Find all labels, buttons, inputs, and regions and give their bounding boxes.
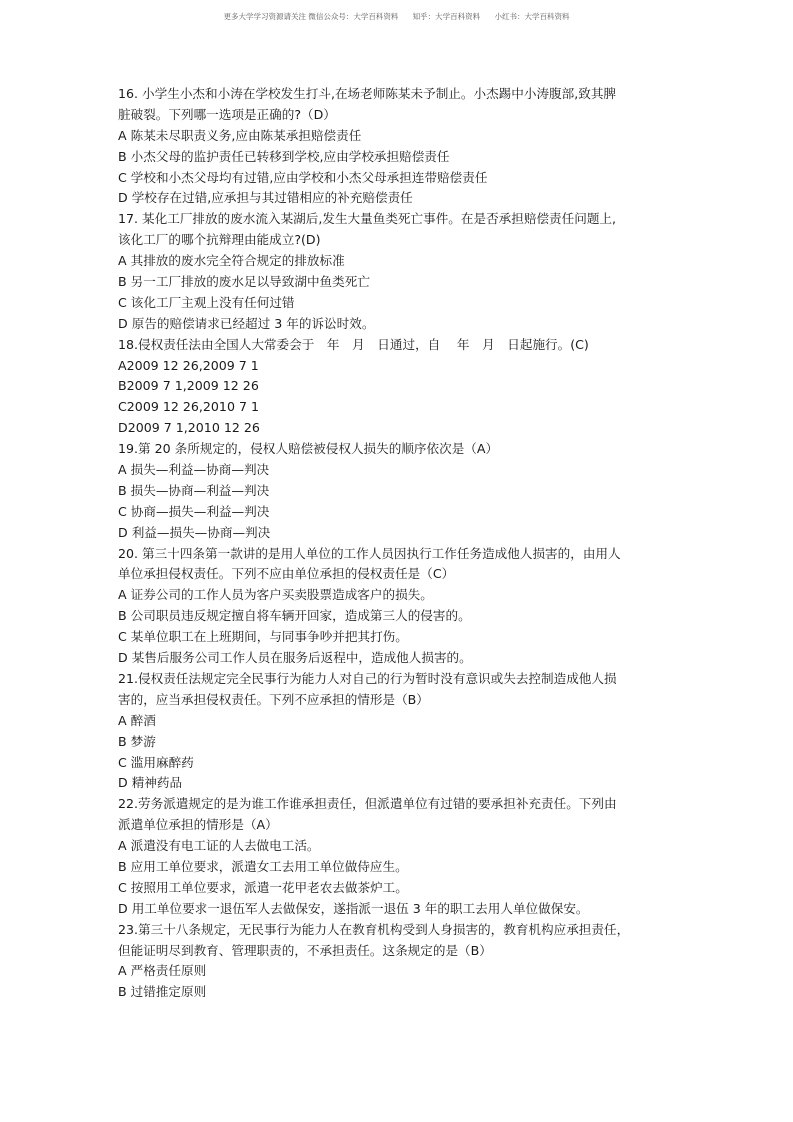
text-line: A2009 12 26,2009 7 1	[118, 357, 259, 373]
text-line: C 该化工厂主观上没有任何过错	[118, 294, 295, 310]
text-line: C2009 12 26,2010 7 1	[118, 399, 259, 415]
text-line: 该化工厂的哪个抗辩理由能成立?(D)	[118, 232, 321, 248]
text-line: 派遣单位承担的情形是（A）	[118, 817, 278, 833]
text-line: 单位承担侵权责任。下列不应由单位承担的侵权责任是（C）	[118, 566, 455, 582]
text-line: D 利益—损失—协商—判决	[118, 524, 271, 540]
text-line: B 另一工厂排放的废水足以导致湖中鱼类死亡	[118, 274, 370, 290]
text-line: 但能证明尽到教育、管理职责的，不承担责任。这条规定的是（B）	[118, 942, 492, 958]
page-header-note: 更多大学学习资源请关注 微信公众号：大学百科资料 知乎：大学百科资料 小红书：大学百科资料	[223, 12, 570, 21]
text-line: C 某单位职工在上班期间，与同事争吵并把其打伤。	[118, 629, 408, 645]
text-line: A 严格责任原则	[118, 963, 207, 979]
text-line: B 应用工单位要求，派遣女工去用工单位做侍应生。	[118, 858, 408, 874]
text-line: A 其排放的废水完全符合规定的排放标准	[118, 253, 345, 269]
text-line: C 协商—损失—利益—判决	[118, 503, 270, 519]
text-line: A 醉酒	[118, 712, 156, 728]
text-line: D 学校存在过错,应承担与其过错相应的补充赔偿责任	[118, 190, 413, 206]
text-line: 17. 某化工厂排放的废水流入某湖后,发生大量鱼类死亡事件。在是否承担赔偿责任问题上,	[118, 211, 617, 227]
text-line: 22.劳务派遣规定的是为谁工作谁承担责任，但派遣单位有过错的要承担补充责任。下列由	[118, 796, 617, 812]
text-line: 脏破裂。下列哪一选项是正确的?（D）	[118, 106, 336, 122]
text-line: A 陈某未尽职责义务,应由陈某承担赔偿责任	[118, 127, 362, 143]
text-line: A 派遣没有电工证的人去做电工活。	[118, 838, 320, 854]
text-line: 16. 小学生小杰和小涛在学校发生打斗,在场老师陈某未予制止。小杰踢中小涛腹部,致其脾	[118, 86, 617, 101]
text-line: A 损失—利益—协商—判决	[118, 462, 270, 478]
text-line: 害的，应当承担侵权责任。下列不应承担的情形是（B）	[118, 691, 429, 707]
text-line: 18.侵权责任法由全国人大常委会于 年 月 日通过，自 年 月 日起施行。(C)	[118, 336, 589, 352]
text-line: C 滥用麻醉药	[118, 754, 194, 770]
question-list	[118, 84, 678, 1003]
text-line: 19.第 20 条所规定的，侵权人赔偿被侵权人损失的顺序依次是（A）	[118, 441, 499, 457]
text-line: B 小杰父母的监护责任已转移到学校,应由学校承担赔偿责任	[118, 148, 450, 164]
text-line: D2009 7 1,2010 12 26	[118, 420, 260, 436]
text-line: B 公司职员违反规定擅自将车辆开回家，造成第三人的侵害的。	[118, 608, 471, 624]
text-line: C 按照用工单位要求，派遣一花甲老农去做茶炉工。	[118, 879, 408, 895]
text-line: 21.侵权责任法规定完全民事行为能力人对自己的行为暂时没有意识或失去控制造成他人损	[118, 670, 617, 686]
text-line: B 梦游	[118, 733, 156, 749]
text-line: C 学校和小杰父母均有过错,应由学校和小杰父母承担连带赔偿责任	[118, 169, 488, 185]
text-line: B 损失—协商—利益—判决	[118, 482, 270, 498]
text-line: A 证券公司的工作人员为客户买卖股票造成客户的损失。	[118, 587, 433, 603]
text-line: D 精神药品	[118, 775, 183, 791]
text-line: D 原告的赔偿请求已经超过 3 年的诉讼时效。	[118, 315, 375, 331]
text-line: D 某售后服务公司工作人员在服务后返程中，造成他人损害的。	[118, 650, 472, 666]
text-line: 23.第三十八条规定，无民事行为能力人在教育机构受到人身损害的，教育机构应承担责任，	[118, 921, 630, 937]
text-line: D 用工单位要求一退伍军人去做保安，遂指派一退伍 3 年的职工去用人单位做保安。	[118, 900, 589, 916]
text-line: B2009 7 1,2009 12 26	[118, 378, 259, 394]
text-line: 20. 第三十四条第一款讲的是用人单位的工作人员因执行工作任务造成他人损害的，由用人	[118, 545, 621, 561]
text-line: B 过错推定原则	[118, 984, 207, 1000]
